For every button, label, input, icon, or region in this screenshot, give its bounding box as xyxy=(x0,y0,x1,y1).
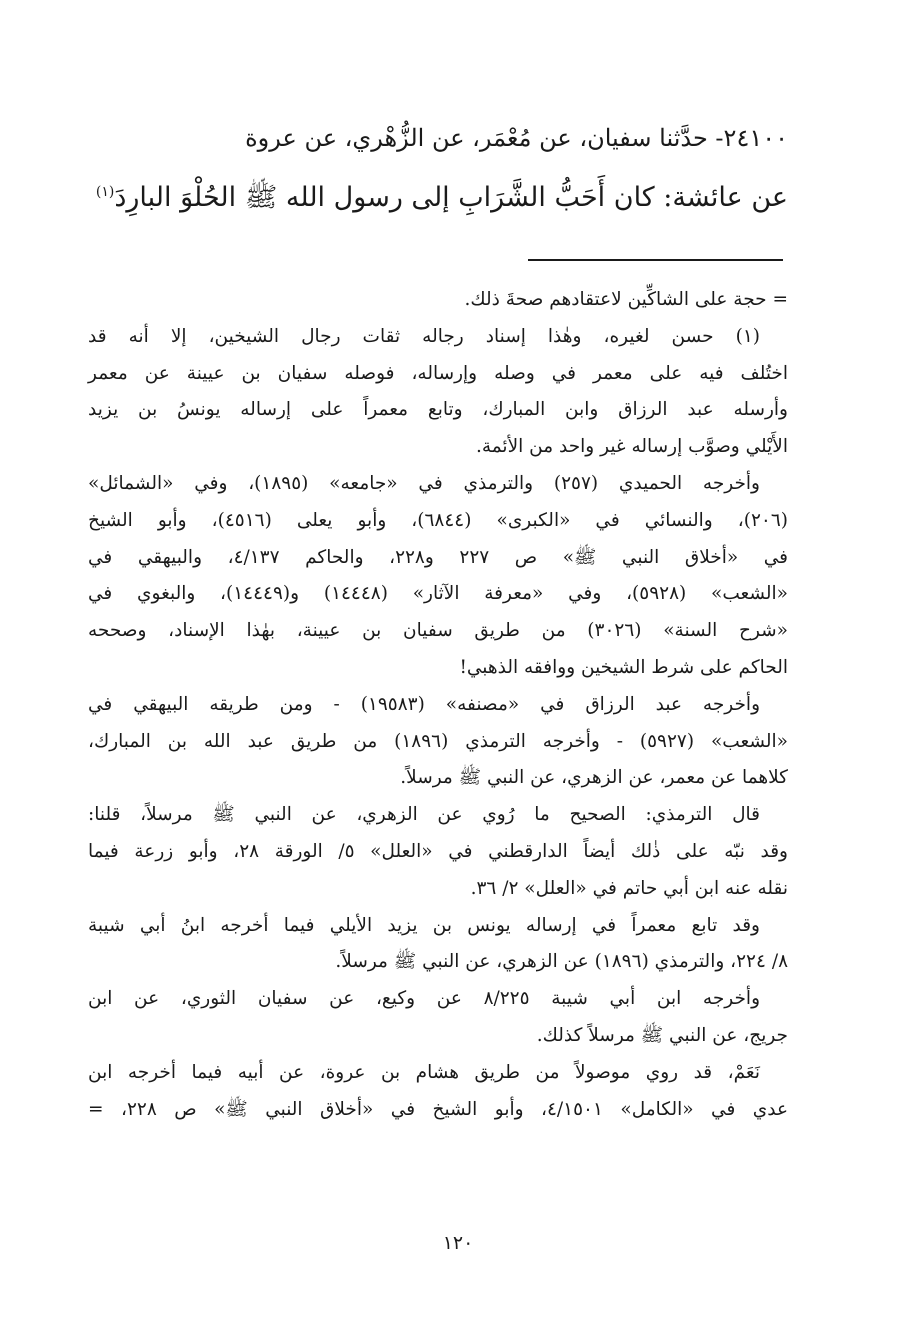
footnote-line: (٢٠٦)، والنسائي في «الكبرى» (٦٨٤٤)، وأبو يعلى (٤٥١٦)، وأبو الشيخ xyxy=(88,509,788,531)
footnote-line: وأخرجه الحميدي (٢٥٧) والترمذي في «جامعه» (١٨٩٥)، وفي «الشمائل» xyxy=(88,472,760,494)
footnote-line: اختُلف فيه على معمر في وصله وإرساله، فوصله سفيان بن عيينة عن معمر xyxy=(88,362,788,384)
footnote-line: وقد نبّه على ذٰلك أيضاً الدارقطني في «العلل» ٥/ الورقة ٢٨، وأبو زرعة فيما xyxy=(88,840,788,862)
hadith-line-2 xyxy=(88,168,788,228)
footnote-line: «شرح السنة» (٣٠٢٦) من طريق سفيان بن عيينة، بهٰذا الإسناد، وصححه xyxy=(88,620,788,642)
footnote-line: جريج، عن النبي ﷺ مرسلاً كذلك. xyxy=(536,1024,788,1046)
footnote-line: في «أخلاق النبي ﷺ» ص ٢٢٧ و٢٢٨، والحاكم ٤/١٣٧، والبيهقي في xyxy=(88,546,788,568)
footnote-line: = حجة على الشاكِّين لاعتقادهم صحةَ ذلك. xyxy=(464,289,788,310)
footnote-line: وقد تابع معمراً في إرساله يونس بن يزيد الأيلي فيما أخرجه ابنُ أبي شيبة xyxy=(88,914,760,936)
footnote-line: عدي في «الكامل» ٤/١٥٠١، وأبو الشيخ في «أخلاق النبي ﷺ» ص ٢٢٨، = xyxy=(88,1098,789,1120)
footnote-line: ٨/ ٢٢٤، والترمذي (١٨٩٦) عن الزهري، عن النبي ﷺ مرسلاً. xyxy=(335,951,788,973)
footnote-separator xyxy=(528,259,783,261)
footnote-line: «الشعب» (٥٩٢٧) - وأخرجه الترمذي (١٨٩٦) من طريق عبد الله بن المبارك، xyxy=(88,730,788,752)
footnote-line: نقله عنه ابن أبي حاتم في «العلل» ٢/ ٣٦. xyxy=(470,877,788,899)
page-number: ١٢٠ xyxy=(442,1232,474,1254)
footnote-line: الحاكم على شرط الشيخين ووافقه الذهبي! xyxy=(459,656,788,678)
footnote-line: الأَيْلي وصوَّب إرساله غير واحد من الأئمة. xyxy=(475,436,788,458)
footnote-line: (١) حسن لغيره، وهٰذا إسناد رجاله ثقات رجال الشيخين، إلا أنه قد xyxy=(88,325,760,347)
hadith-line-1: ٢٤١٠٠- حدَّثنا سفيان، عن مُعْمَر، عن الزُّهْري، عن عروة xyxy=(245,124,788,152)
hadith-line-2-text: عن عائشة: كان أَحَبُّ الشَّرَابِ إلى رسول الله ﷺ الحُلْوَ البارِدَ xyxy=(114,182,788,213)
footnote-marker: (١) xyxy=(95,184,115,200)
footnote-line: وأخرجه ابن أبي شيبة ٨/٢٢٥ عن وكيع، عن سفيان الثوري، عن ابن xyxy=(88,988,760,1010)
footnotes-block xyxy=(88,282,788,1128)
hadith-text xyxy=(88,108,788,228)
footnote-line: كلاهما عن معمر، عن الزهري، عن النبي ﷺ مرسلاً. xyxy=(400,767,788,789)
footnote-line: وأخرجه عبد الرزاق في «مصنفه» (١٩٥٨٣) - ومن طريقه البيهقي في xyxy=(88,693,760,715)
footnote-line: «الشعب» (٥٩٢٨)، وفي «معرفة الآثار» (١٤٤٤٨) و(١٤٤٤٩)، والبغوي في xyxy=(88,583,789,605)
footnote-line: وأرسله عبد الرزاق وابن المبارك، وتابع معمراً على إرساله يونسُ بن يزيد xyxy=(88,399,788,421)
footnote-line: قال الترمذي: الصحيح ما رُوي عن الزهري، عن النبي ﷺ مرسلاً، قلنا: xyxy=(88,804,760,826)
footnote-line: نَعَمْ، قد روي موصولاً من طريق هشام بن عروة، عن أبيه فيما أخرجه ابن xyxy=(88,1061,760,1083)
